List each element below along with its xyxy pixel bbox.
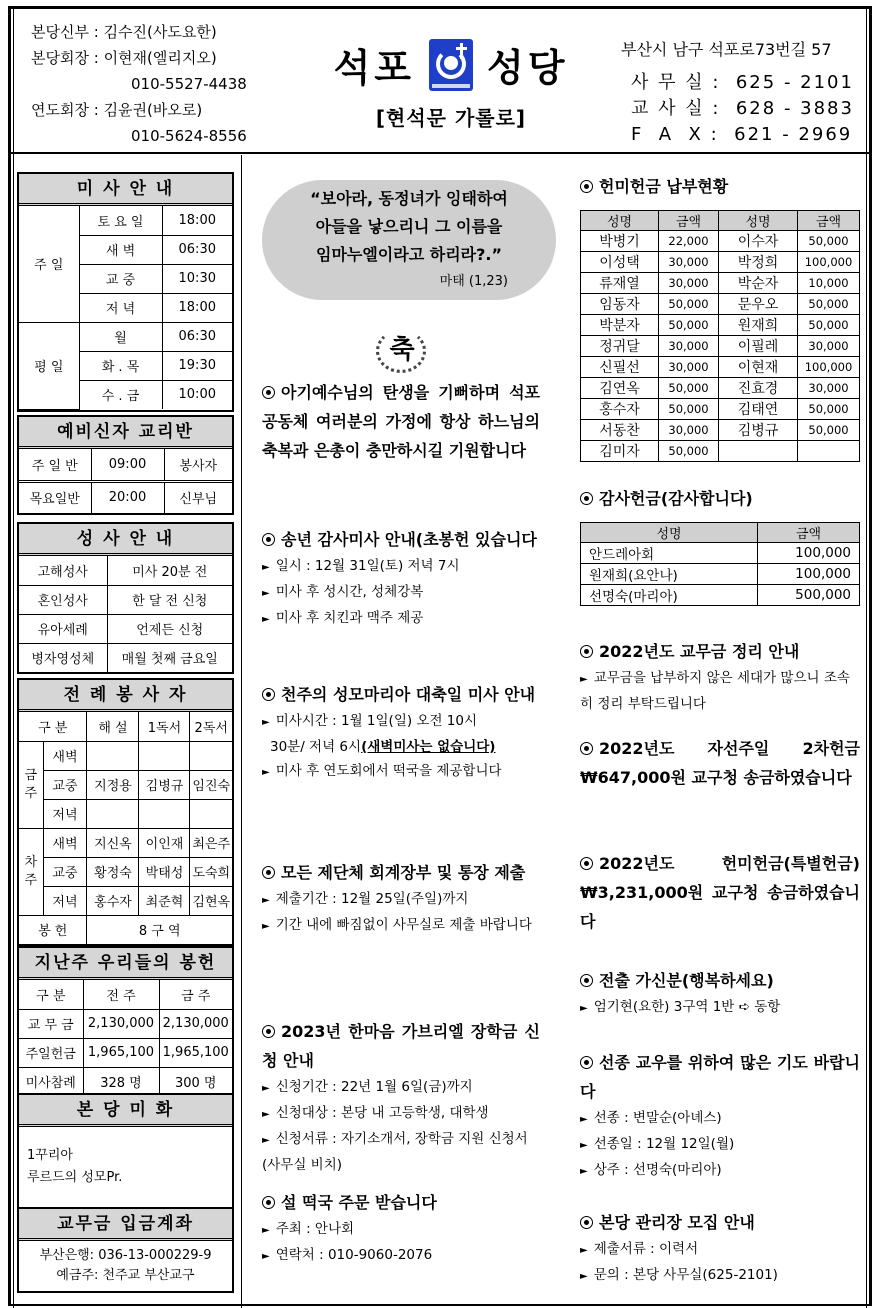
sacraments-table: 고해성사 미사 20분 전 혼인성사 한 달 전 신청 유아세례 언제든 신청 병자영성체 매월 첫째 금요일 <box>19 556 232 672</box>
arrow-bullet-icon: ► <box>580 674 588 685</box>
liturgy-table: 구 분 해 설 1독서 2독서 금주 새벽 교중 지정용 김병규 임진숙 저녁 차주 새벽 지신옥 이인재 최은주 교중 황정숙 박태성 도숙희 저녁 홍수자 최준혁 김현옥 봉 헌 8 구 역 <box>19 712 232 944</box>
radio-bullet-icon <box>262 386 275 399</box>
account-holder: 예금주: 천주교 부산교구 <box>56 1268 195 1283</box>
radio-bullet-icon <box>262 688 275 701</box>
box-title: 미 사 안 내 <box>19 174 232 206</box>
frame-line <box>13 8 14 1308</box>
catechumen-table: 주 일 반 09:00 봉사자 목요일반 20:00 신부님 <box>19 449 232 513</box>
arrow-bullet-icon: ► <box>262 717 270 728</box>
scripture-quote: “보아라, 동정녀가 잉태하여 아들을 낳으리니 그 이름을 임마누엘이라고 하리라?.” 마태 (1,23) <box>262 180 556 300</box>
radio-bullet-icon <box>580 180 593 193</box>
radio-bullet-icon <box>580 857 593 870</box>
staff-president: 본당회장 : 이현재(엘리지오) <box>31 49 217 67</box>
radio-bullet-icon <box>580 974 593 987</box>
notice-mary-feast: 천주의 성모마리아 대축일 미사 안내 ► 미사시간 : 1월 1일(일) 오전 10시 30분/ 저녁 6시(새벽미사는 없습니다) ► 미사 후 연도회에서 떡국을 제공합니다 <box>262 680 540 785</box>
account-box <box>17 1207 234 1293</box>
table-row: 임동자 50,000 문우오 50,000 <box>581 294 860 315</box>
parish-logo-icon <box>429 39 473 91</box>
contact-teacher: 교 사 실 : 628 - 3883 <box>631 98 854 119</box>
page-bottom-border <box>11 1304 869 1306</box>
table-row: 서동찬 30,000 김병규 50,000 <box>581 420 860 441</box>
arrow-bullet-icon: ► <box>580 1140 588 1151</box>
patron-subtitle: [현석문 가롤로] <box>375 106 527 130</box>
box-title: 지난주 우리들의 봉헌 <box>19 948 232 980</box>
arrow-bullet-icon: ► <box>262 1251 270 1262</box>
radio-bullet-icon <box>262 533 275 546</box>
staff-list <box>31 19 247 149</box>
arrow-bullet-icon: ► <box>262 588 270 599</box>
flowers-box <box>17 1093 234 1219</box>
frame-line <box>866 8 867 1308</box>
box-title: 성 사 안 내 <box>19 524 232 556</box>
church-title <box>311 37 591 131</box>
title-right: 성당 <box>487 46 569 90</box>
arrow-bullet-icon: ► <box>262 1083 270 1094</box>
arrow-bullet-icon: ► <box>580 1166 588 1177</box>
arrow-bullet-icon: ► <box>580 1003 588 1014</box>
table-row: 류재열 30,000 박순자 10,000 <box>581 273 860 294</box>
arrow-bullet-icon: ► <box>262 1135 270 1146</box>
radio-bullet-icon <box>580 645 593 658</box>
arrow-bullet-icon: ► <box>580 1245 588 1256</box>
table-row: 원재희(요안나) 100,000 <box>581 564 860 585</box>
table-row: 김연옥 50,000 진효경 30,000 <box>581 378 860 399</box>
radio-bullet-icon <box>580 1216 593 1229</box>
arrow-bullet-icon: ► <box>262 895 270 906</box>
notice-charity-sunday: 2022년도 자선주일 2차헌금 ₩647,000원 교구청 송금하였습니다 <box>580 739 860 787</box>
liturgy-box <box>17 678 234 946</box>
notice-special-offering: 2022년도 헌미헌금(특별헌금) ₩3,231,000원 교구청 송금하였습니다 <box>580 854 860 931</box>
notice-rice-cake: 설 떡국 주문 받습니다 ► 주최 : 안나회 ► 연락처 : 010-9060-2076 <box>262 1188 540 1269</box>
table-row: 신필선 30,000 이현재 100,000 <box>581 357 860 378</box>
bulletin-header <box>11 9 869 154</box>
box-title: 본 당 미 화 <box>19 1095 232 1127</box>
staff-yeondo: 연도회장 : 김윤권(바오로) <box>31 101 203 119</box>
last-week-offering-box <box>17 946 234 1098</box>
arrow-bullet-icon: ► <box>262 1225 270 1236</box>
staff-yeondo-phone: 010-5624-8556 <box>131 127 247 145</box>
arrow-bullet-icon: ► <box>262 767 270 778</box>
staff-pastor: 본당신부 : 김수진(사도요한) <box>31 23 217 41</box>
arrow-bullet-icon: ► <box>580 1114 588 1125</box>
bank-account: 부산은행: 036-13-000229-9 <box>39 1248 212 1263</box>
arrow-bullet-icon: ► <box>262 614 270 625</box>
table-row: 박병기 22,000 이수자 50,000 <box>581 231 860 252</box>
arrow-bullet-icon: ► <box>580 1271 588 1282</box>
notice-scholarship: 2023년 한마음 가브리엘 장학금 신청 안내 ► 신청기간 : 22년 1월 6일(금)까지 ► 신청대상 : 본당 내 고등학생, 대학생 ► 신청서류 : 자기소개서, 장학금 지원 신청서(사무실 비치) <box>262 1022 540 1173</box>
notice-moved-out: 전출 가신분(행복하세요) ► 엄기현(요한) 3구역 1반 ➪ 동항 <box>580 966 860 1021</box>
arrow-bullet-icon: ► <box>262 921 270 932</box>
mass-schedule-box <box>17 172 234 412</box>
table-row: 박분자 50,000 원재희 50,000 <box>581 315 860 336</box>
column-divider <box>241 155 242 1308</box>
contact-fax: F A X : 621 - 2969 <box>631 124 853 145</box>
table-row: 안드레아회 100,000 <box>581 543 860 564</box>
radio-bullet-icon <box>580 1056 593 1069</box>
notice-yearend-mass: 송년 감사미사 안내(초봉헌 있습니다 ► 일시 : 12월 31일(토) 저녁 7시 ► 미사 후 성시간, 성체강복 ► 미사 후 치킨과 맥주 제공 <box>262 525 540 632</box>
flowers-line: 1꾸리아 <box>27 1148 73 1163</box>
radio-bullet-icon <box>262 1196 275 1209</box>
notice-manager-recruit: 본당 관리장 모집 안내 ► 제출서류 : 이력서 ► 문의 : 본당 사무실(625-2101) <box>580 1208 860 1289</box>
catechumen-box <box>17 415 234 515</box>
table-row: 홍수자 50,000 김태연 50,000 <box>581 399 860 420</box>
table-row: 김미자 50,000 <box>581 441 860 462</box>
contact-info <box>621 37 854 148</box>
notice-account-books: 모든 제단체 회계장부 및 통장 제출 ► 제출기간 : 12월 25일(주일)까지 ► 기간 내에 빠짐없이 사무실로 제출 바랍니다 <box>262 858 540 939</box>
notice-deceased: 선종 교우를 위하여 많은 기도 바랍니다 ► 선종 : 변말순(아녜스) ► 선종일 : 12월 12일(월) ► 상주 : 선명숙(마리아) <box>580 1048 860 1184</box>
notice-dues: 2022년도 교무금 정리 안내 ► 교무금을 납부하지 않은 세대가 많으니 조속히 정리 부탁드립니다 <box>580 642 850 712</box>
contact-office: 사 무 실 : 625 - 2101 <box>631 72 854 93</box>
box-title: 전 례 봉 사 자 <box>19 680 232 712</box>
box-title: 교무금 입금계좌 <box>19 1209 232 1241</box>
arrow-bullet-icon: ► <box>262 562 270 573</box>
arrow-bullet-icon: ► <box>262 1109 270 1120</box>
radio-bullet-icon <box>262 866 275 879</box>
address: 부산시 남구 석포로73번길 57 <box>621 40 832 59</box>
table-row: 선명숙(마리아) 500,000 <box>581 585 860 606</box>
staff-president-phone: 010-5527-4438 <box>131 75 247 93</box>
flowers-line: 루르드의 성모Pr. <box>27 1170 123 1185</box>
table-row: 이성택 30,000 박정희 100,000 <box>581 252 860 273</box>
title-left: 석포 <box>333 46 415 90</box>
offering-status-heading: 헌미헌금 납부현황 <box>580 172 860 201</box>
box-title: 예비신자 교리반 <box>19 417 232 449</box>
last-week-table: 구 분 전 주 금 주 교 무 금 2,130,000 2,130,000 주일헌금 1,965,100 1,965,100 미사참례 328 명 300 명 <box>19 980 232 1096</box>
thanks-offering-table: 성명 금액 안드레아회 100,000 원재희(요안나) 100,000 선명숙(마리아) 500,000 <box>580 522 860 606</box>
radio-bullet-icon <box>580 492 593 505</box>
offering-status-table: 성명 금액 성명 금액 박병기 22,000 이수자 50,000 이성택 30,000 박정희 100,000 류재열 30,000 박순자 10,000 임동자 50,000 문우오 50,000 박분자 50,000 원재희 50,000 정귀달 30,000 이필레 30,000 신필선 30,000 이현재 100,000 김연옥 50,000 진효경 30,000 홍수자 50,000 김태연 50,000 서동찬 30,000 김병규 50,000 김미자 50,000 <box>580 210 860 462</box>
notice-christmas: 아기예수님의 탄생을 기뻐하며 석포 공동체 여러분의 가정에 항상 하느님의 축복과 은총이 충만하시길 기원합니다 <box>262 383 540 460</box>
sacraments-box <box>17 522 234 674</box>
table-row: 정귀달 30,000 이필레 30,000 <box>581 336 860 357</box>
radio-bullet-icon <box>580 742 593 755</box>
celebration-wreath-icon: 축 <box>374 327 434 375</box>
scripture-ref: 마태 (1,23) <box>439 274 508 289</box>
radio-bullet-icon <box>262 1025 275 1038</box>
thanks-offering-heading: 감사헌금(감사합니다) <box>580 484 860 513</box>
mass-schedule-table: 주 일 토 요 일 18:00 새 벽 06:30 교 중 10:30 저 녁 18:00 평 일 월 06:30 화 . 목 19:30 수 . 금 10:00 <box>19 206 232 410</box>
